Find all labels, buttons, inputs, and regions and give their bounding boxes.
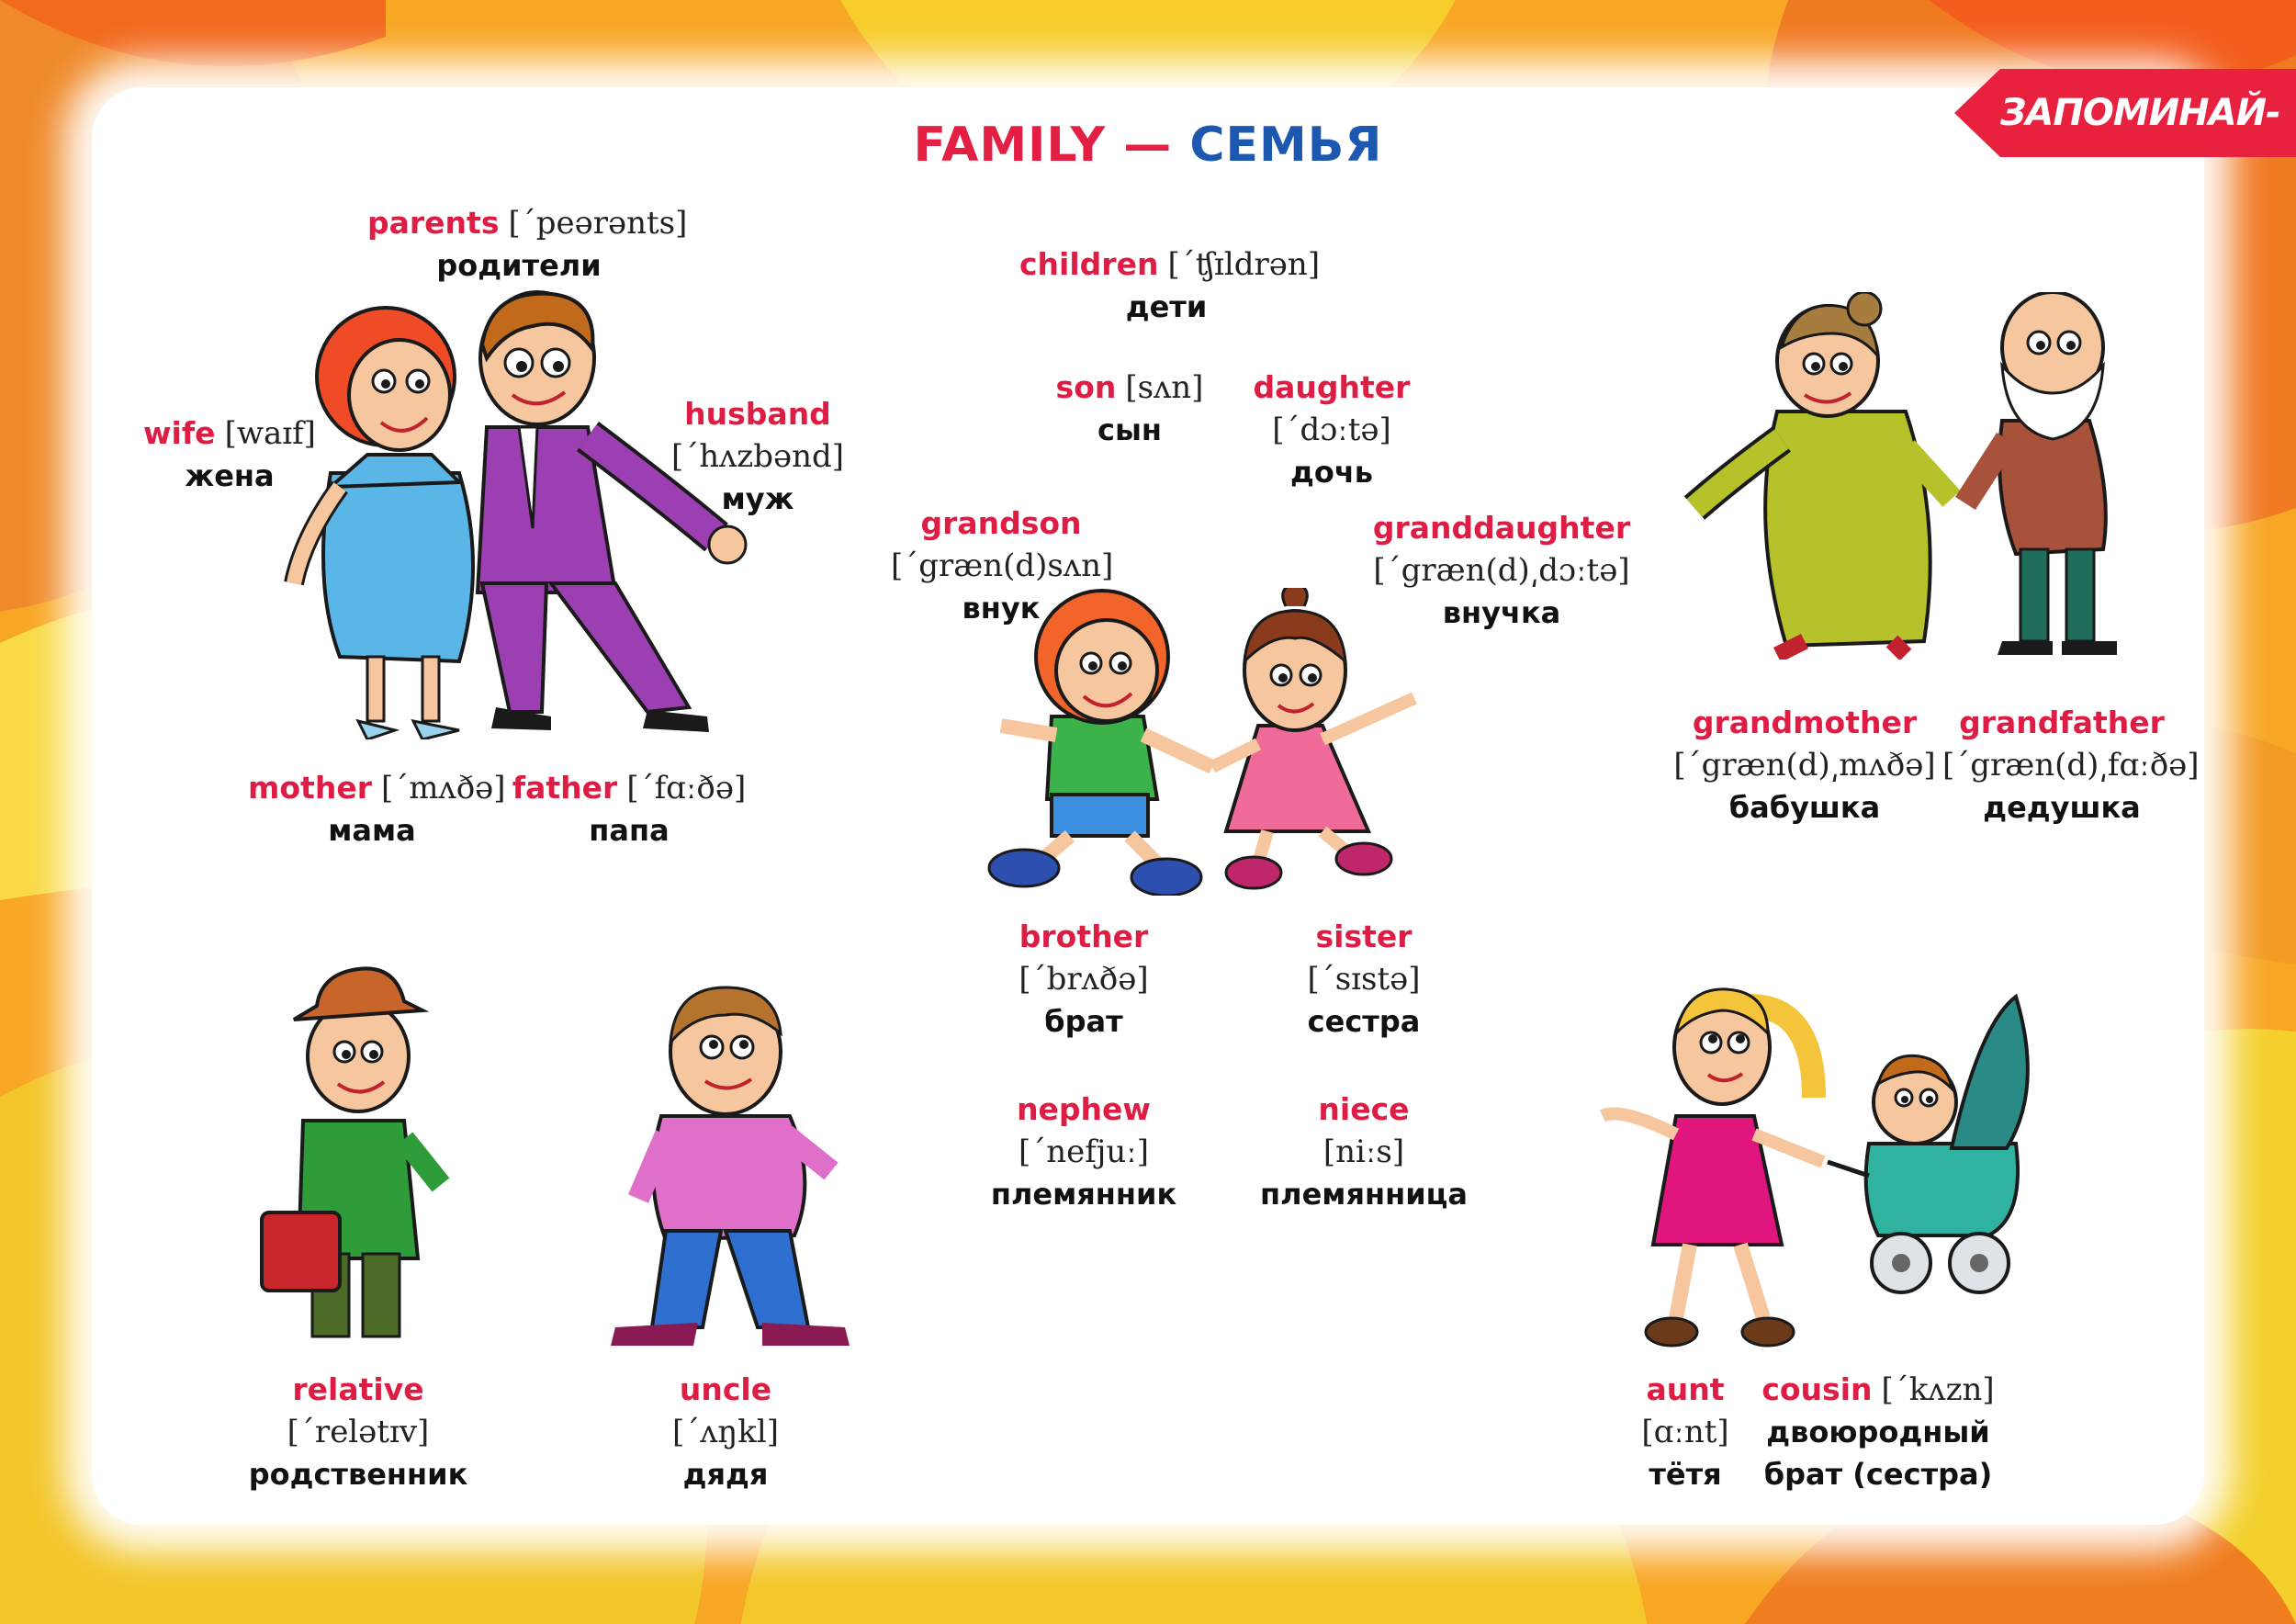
entry-sister [1272,919,1456,1045]
word-ipa: [΄sɪstə] [1307,961,1421,998]
word-ipa: [΄græn(d)͵fɑːðə] [1942,747,2200,784]
word-ru: племянница [1260,1177,1468,1212]
entry-niece [1244,1091,1483,1218]
entry-children [1019,246,1321,331]
word-ipa: [΄græn(d)͵mʌðə] [1673,747,1936,784]
relative-illustration [257,964,459,1350]
word-ru: папа [589,813,670,848]
title-english: FAMILY [913,118,1107,173]
word-ipa: [΄peərənts] [508,205,688,242]
word-ipa: [΄fɑːðə] [626,770,747,806]
word-ru: дети [1125,289,1208,324]
word-ru: внук [962,591,1041,626]
boy-figure [989,591,1212,896]
word-en: brother [1019,919,1149,954]
entry-daughter [1240,369,1424,496]
word-ru: племянник [990,1177,1177,1212]
word-ru: родственник [248,1457,468,1492]
word-ipa: [΄mʌðə] [380,770,506,806]
entry-granddaughter [1368,510,1635,637]
word-en: son [1055,369,1117,405]
badge-label: ЗАПОМИНАЙ-КА! [2000,92,2280,222]
word-en: nephew [1017,1091,1151,1127]
aunt-cousin-illustration [1584,978,2053,1350]
entry-nephew [974,1091,1194,1218]
page-title [0,118,2296,173]
word-en: niece [1318,1091,1410,1127]
word-ru: родители [436,248,602,283]
word-en: cousin [1761,1371,1873,1407]
word-ipa: [ɑːnt] [1641,1414,1729,1450]
word-ipa: [΄ʌŋkl] [671,1414,780,1450]
word-en: wife [143,415,216,451]
cousin-stroller-figure [1828,997,2028,1292]
entry-cousin [1754,1371,2002,1498]
word-ipa: [΄dɔːtə] [1272,412,1391,448]
entry-mother [248,770,506,854]
word-en: grandson [920,505,1082,541]
entry-aunt [1621,1371,1750,1498]
entry-grandmother [1667,705,1942,831]
word-ipa: [΄hʌzbənd] [670,438,845,475]
word-ru-line2: брат (сестра) [1763,1457,1993,1492]
word-ru: мама [328,813,416,848]
word-ru: дядя [682,1457,769,1492]
entry-relative [230,1371,487,1498]
entry-husband [661,396,854,523]
mother-figure [294,308,473,739]
word-en: uncle [679,1371,772,1407]
word-ipa: [΄kʌzn] [1881,1371,1995,1408]
word-ru: внучка [1442,595,1561,630]
word-ipa: [sʌn] [1125,369,1204,406]
word-ipa: [niːs] [1322,1133,1405,1170]
entry-father [505,770,753,854]
word-ipa: [΄nefjuː] [1018,1133,1150,1170]
uncle-illustration [597,978,863,1355]
word-en: granddaughter [1372,510,1631,546]
word-en: father [512,770,618,806]
word-ru: дочь [1289,455,1374,490]
word-en: aunt [1646,1371,1725,1407]
word-ipa: [΄ʧɪldrən] [1167,246,1321,283]
word-ipa: [΄relətɪv] [287,1414,430,1450]
grandmother-figure [1694,292,1952,655]
title-russian: СЕМЬЯ [1189,118,1383,173]
word-en: grandmother [1692,705,1918,740]
word-en: grandfather [1959,705,2165,740]
entry-wife [138,415,321,500]
word-en: children [1019,246,1159,282]
word-ru: бабушка [1728,790,1881,825]
word-en: daughter [1253,369,1411,405]
word-ru: муж [721,481,794,516]
entry-grandfather [1942,705,2200,831]
word-ipa: [΄brʌðə] [1019,961,1149,998]
word-en: relative [292,1371,424,1407]
word-ru: тётя [1649,1457,1722,1492]
entry-uncle [634,1371,817,1498]
word-en: parents [367,205,500,241]
entry-grandson [891,505,1114,632]
entry-parents [367,205,688,289]
word-ru: сестра [1307,1004,1421,1039]
entry-brother [992,919,1176,1045]
word-ru: дедушка [1983,790,2141,825]
word-en: sister [1315,919,1412,954]
title-dash: — [1123,118,1173,173]
grandparents-illustration [1676,292,2144,660]
word-ru: сын [1097,412,1162,447]
word-en: mother [248,770,372,806]
word-en: husband [684,396,831,432]
word-ipa: [waɪf] [224,415,316,452]
word-ipa: [΄græn(d)͵dɔːtə] [1373,552,1630,589]
entry-son [1038,369,1221,454]
word-ru: жена [185,458,275,493]
word-ipa: [΄græn(d)sʌn] [891,547,1114,584]
grandfather-figure [1965,292,2117,655]
aunt-figure [1603,989,1823,1346]
word-ru: брат [1044,1004,1123,1039]
word-ru: двоюродный [1766,1415,1990,1449]
